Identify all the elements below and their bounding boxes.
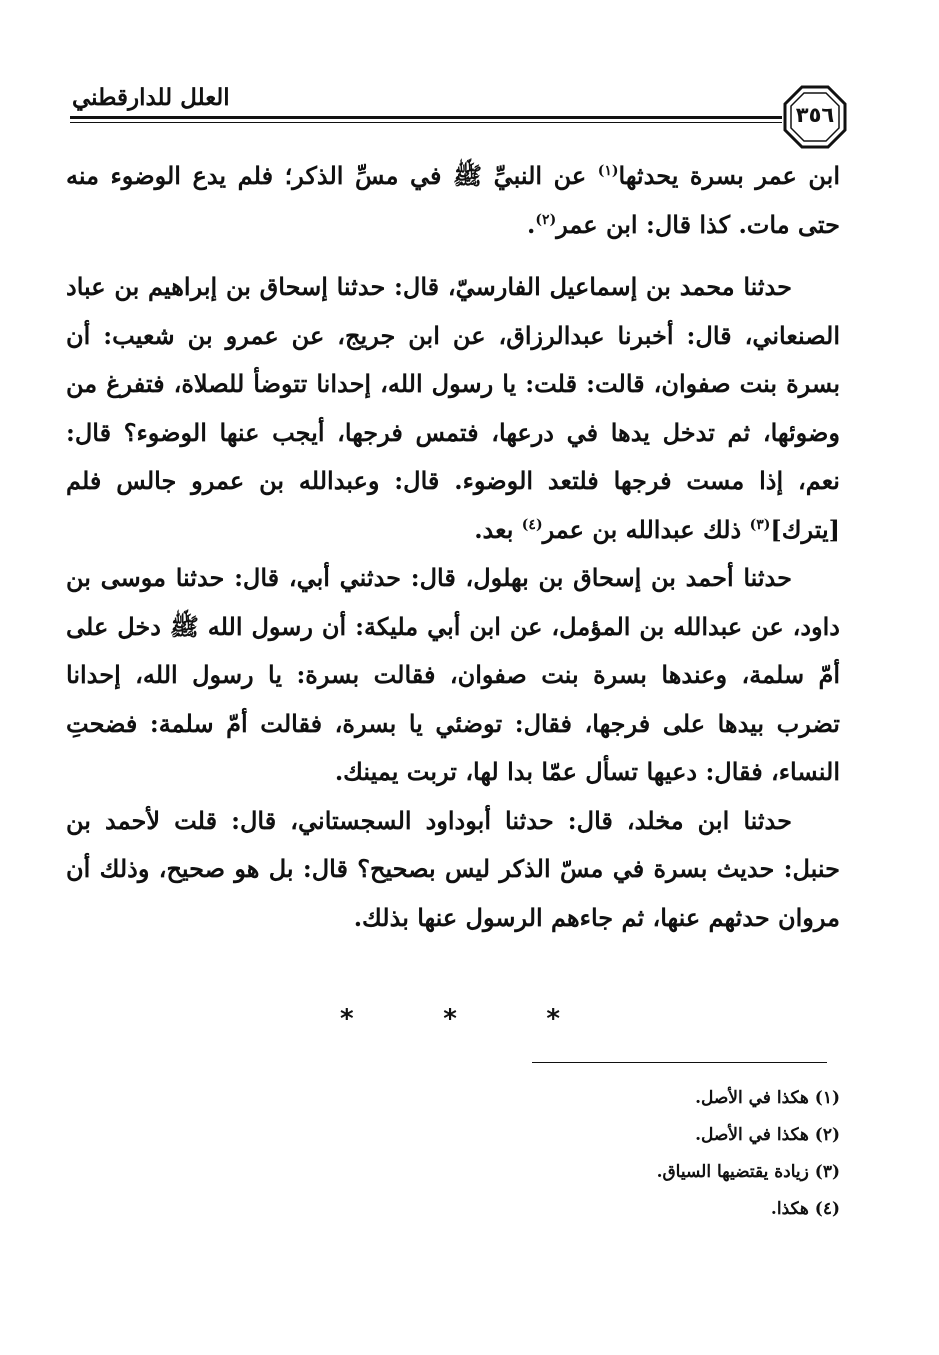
footnote-marker-2: (٢) xyxy=(535,211,557,228)
footnotes xyxy=(440,1080,840,1228)
footnote-3: (٣) زيادة يقتضيها السياق. xyxy=(656,1162,840,1182)
footnote-marker-3: (٣) xyxy=(749,516,771,533)
paragraph-3 xyxy=(66,554,840,797)
header-rule xyxy=(70,116,782,128)
footnote-rule xyxy=(532,1062,827,1063)
text-segment: ذلك عبدالله بن عمر xyxy=(542,514,750,544)
asterisk-icon: * xyxy=(546,1004,560,1034)
book-title: العلل للدارقطني xyxy=(72,84,230,111)
page-number: ٣٥٦ xyxy=(795,103,835,127)
text-segment: ابن عمر بسرة يحدثها xyxy=(618,161,840,190)
text-segment: . xyxy=(527,209,536,239)
paragraph-1 xyxy=(66,152,840,249)
asterisk-icon: * xyxy=(443,1004,457,1034)
footnote-2: (٢) هكذا في الأصل. xyxy=(695,1125,840,1145)
section-separator xyxy=(340,1004,560,1034)
main-text xyxy=(66,152,840,942)
footnote-4: (٤) هكذا. xyxy=(770,1199,840,1219)
paragraph-4 xyxy=(66,797,840,943)
footnote-marker-4: (٤) xyxy=(521,516,543,533)
page-number-badge xyxy=(782,84,848,150)
asterisk-icon: * xyxy=(340,1004,354,1034)
paragraph-2 xyxy=(66,263,840,554)
text-segment: عن النبيِّ ﷺ في مسِّ الذكر؛ فلم يدع الوضوء منه حتى مات. كذا قال: ابن عمر xyxy=(66,161,840,239)
footnote-1: (١) هكذا في الأصل. xyxy=(695,1088,840,1108)
footnote-marker-1: (١) xyxy=(597,163,619,179)
text-segment: حدثنا ابن مخلد، قال: حدثنا أبوداود السجستاني، قال: قلت لأحمد بن حنبل: حديث بسرة في مسّ الذكر ليس بصحيح؟ قال: بل هو صحيح، وذلك أن مروان حدثهم عنها، ثم جاءهم الرسول عنها بذلك. xyxy=(66,805,840,932)
text-segment: حدثنا محمد بن إسماعيل الفارسيّ، قال: حدثنا إسحاق بن إبراهيم بن عباد الصنعاني، قال: أخبرنا عبدالرزاق، عن ابن جريج، عن عمرو بن شعيب: أن بسرة بنت صفوان، قالت: قلت: يا رسول الله، إحدانا تتوضأ للصلاة، فتفرغ من وضوئها، ثم تدخل يدها في درعها، فتمس فرجها، أيجب عنها الوضوء؟ قال: نعم، إذا مست فرجها فلتعد الوضوء. قال: وعبدالله بن عمرو جالس فلم [يترك] xyxy=(66,272,840,544)
text-segment: بعد. xyxy=(474,514,522,544)
text-segment: حدثنا أحمد بن إسحاق بن بهلول، قال: حدثني أبي، قال: حدثنا موسى بن داود، عن عبدالله بن المؤمل، عن ابن أبي مليكة: أن رسول الله ﷺ دخل على أمّ سلمة، وعندها بسرة بنت صفوان، فقالت بسرة: يا رسول الله، إحدانا تضرب بيدها على فرجها، فقال: توضئي يا بسرة، فقالت أمّ سلمة: فضحتِ النساء، فقال: دعيها تسأل عمّا بدا لها، تربت يمينك. xyxy=(66,563,840,786)
